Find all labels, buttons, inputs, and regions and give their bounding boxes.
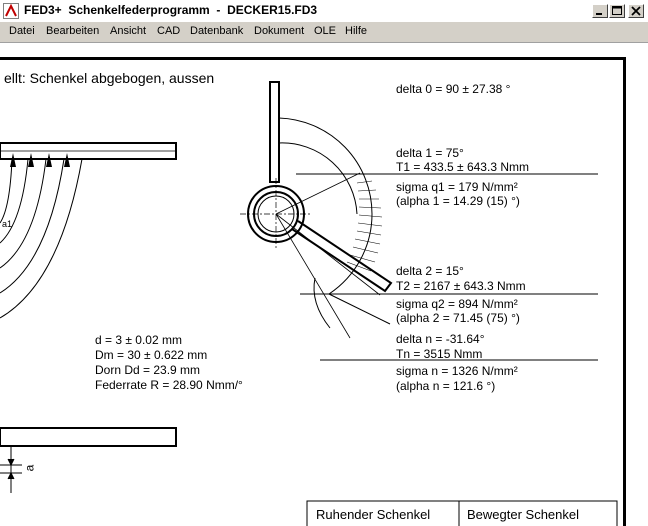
alpha2-label: (alpha 2 = 71.45 (75) °) <box>396 311 520 325</box>
menu-hilfe[interactable]: Hilfe <box>345 25 368 37</box>
wire-diameter-label: d = 3 ± 0.02 mm <box>95 333 182 347</box>
table-header-fixed-leg: Ruhender Schenkel <box>316 507 431 522</box>
maximize-button[interactable] <box>609 4 625 18</box>
minimize-icon <box>593 5 607 17</box>
alpha1-label: (alpha 1 = 14.29 (15) °) <box>396 194 520 208</box>
table-header-moving-leg: Bewegter Schenkel <box>467 507 580 522</box>
mean-diameter-label: Dm = 30 ± 0.622 mm <box>95 348 208 362</box>
right-gutter <box>627 43 648 526</box>
drawing-frame-top <box>0 57 626 60</box>
window-title: FED3+ Schenkelfederprogramm - DECKER15.FD3 <box>24 3 318 17</box>
spring-top-view <box>240 82 391 338</box>
delta0-label: delta 0 = 90 ± 27.38 ° <box>396 82 511 96</box>
deltan-label: delta n = -31.64° <box>396 332 485 346</box>
torquen-label: Tn = 3515 Nmm <box>396 347 483 361</box>
drawing-header: ellt: Schenkel abgebogen, aussen <box>4 70 215 86</box>
spring-side-view <box>0 143 176 446</box>
menu-bar <box>0 22 648 43</box>
drawing-canvas[interactable] <box>0 43 648 526</box>
minimize-button[interactable] <box>592 4 608 18</box>
torque1-label: T1 = 433.5 ± 643.3 Nmm <box>396 160 529 174</box>
dimension-label: a <box>22 464 37 472</box>
menu-ansicht[interactable]: Ansicht <box>110 25 147 37</box>
dimension-mark <box>0 446 22 493</box>
spring-drawing <box>0 43 648 526</box>
sigma2-label: sigma q2 = 894 N/mm² <box>396 297 518 311</box>
menu-datei[interactable]: Datei <box>9 25 35 37</box>
menu-datenbank[interactable]: Datenbank <box>190 25 244 37</box>
alphan-label: (alpha n = 121.6 °) <box>396 379 496 393</box>
drawing-frame-right <box>623 57 626 526</box>
delta2-label: delta 2 = 15° <box>396 264 464 278</box>
delta1-label: delta 1 = 75° <box>396 146 464 160</box>
menu-bearbeiten[interactable]: Bearbeiten <box>46 25 100 37</box>
spring-rate-label: Federrate R = 28.90 Nmm/° <box>95 378 243 392</box>
sigman-label: sigma n = 1326 N/mm² <box>396 364 518 378</box>
menu-cad[interactable]: CAD <box>157 25 181 37</box>
close-icon <box>629 5 643 17</box>
torque2-label: T2 = 2167 ± 643.3 Nmm <box>396 279 526 293</box>
sigma1-label: sigma q1 = 179 N/mm² <box>396 180 518 194</box>
maximize-icon <box>610 5 624 17</box>
close-button[interactable] <box>628 4 644 18</box>
a1-label: a1 <box>2 219 13 229</box>
title-bar <box>0 0 648 23</box>
mandrel-diameter-label: Dorn Dd = 23.9 mm <box>95 363 201 377</box>
app-icon[interactable] <box>3 3 19 19</box>
menu-ole[interactable]: OLE <box>314 25 337 37</box>
menu-dokument[interactable]: Dokument <box>254 25 305 37</box>
